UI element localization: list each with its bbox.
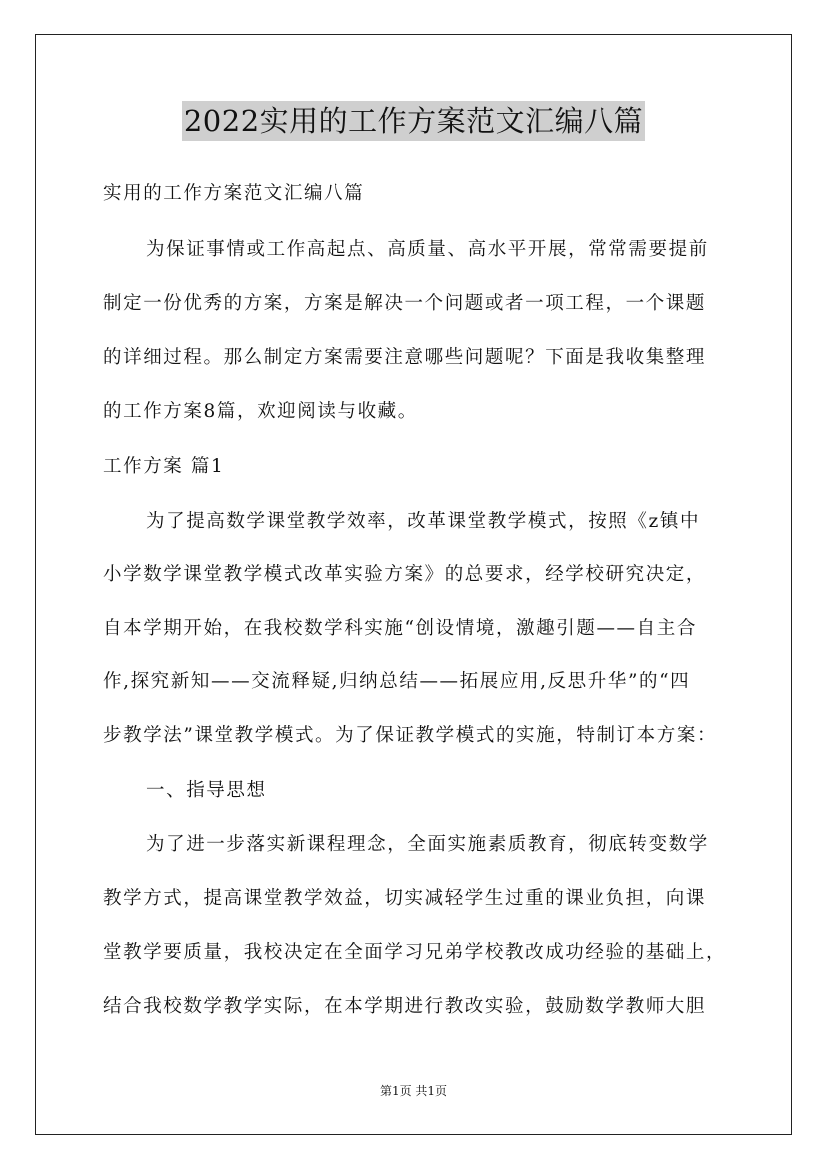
paragraph-line: 堂教学要质量，我校决定在全面学习兄弟学校教改成功经验的基础上， [103, 942, 727, 963]
subsection-heading: 一、指导思想 [146, 780, 267, 801]
paragraph-line: 为了进一步落实新课程理念，全面实施素质教育，彻底转变数学 [146, 834, 709, 855]
title-container [0, 101, 827, 141]
paragraph-line: 小学数学课堂教学模式改革实验方案》的总要求，经学校研究决定， [103, 564, 707, 585]
paragraph-line: 的详细过程。那么制定方案需要注意哪些问题呢？下面是我收集整理 [103, 347, 707, 368]
paragraph-line: 结合我校数学教学实际，在本学期进行教改实验，鼓励数学教师大胆 [103, 996, 707, 1017]
paragraph-line: 作,探究新知——交流释疑,归纳总结——拓展应用,反思升华”的“四 [103, 671, 691, 692]
paragraph-line: 自本学期开始，在我校数学科实施“创设情境，激趣引题——自主合 [103, 618, 697, 639]
paragraph-line: 步教学法”课堂教学模式。为了保证教学模式的实施，特制订本方案： [103, 725, 718, 746]
paragraph-line: 的工作方案8篇，欢迎阅读与收藏。 [103, 401, 418, 422]
page-footer: 第1页 共1页 [379, 1084, 448, 1098]
doc-subtitle: 实用的工作方案范文汇编八篇 [103, 183, 365, 204]
paragraph-line: 教学方式，提高课堂教学效益，切实减轻学生过重的课业负担，向课 [103, 888, 707, 909]
paragraph-line: 为保证事情或工作高起点、高质量、高水平开展，常常需要提前 [146, 239, 709, 260]
section-heading: 工作方案 篇1 [103, 456, 225, 477]
paragraph-line: 为了提高数学课堂教学效率，改革课堂教学模式，按照《z镇中 [146, 511, 701, 532]
paragraph-line: 制定一份优秀的方案，方案是解决一个问题或者一项工程，一个课题 [103, 293, 707, 314]
document-title: 2022实用的工作方案范文汇编八篇 [182, 101, 645, 141]
